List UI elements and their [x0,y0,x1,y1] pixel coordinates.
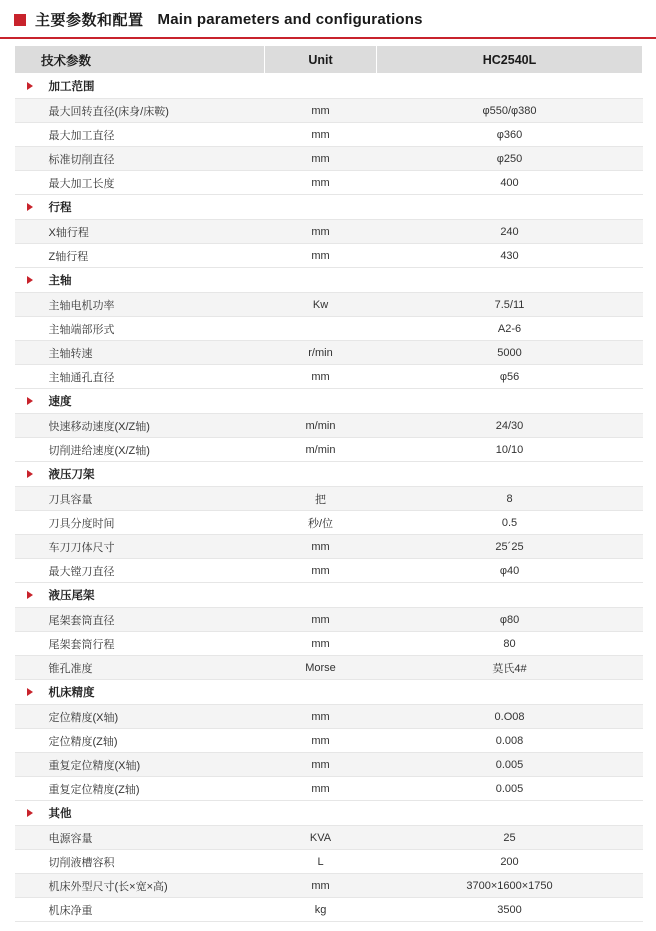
table-group-row [15,462,643,487]
row-value: A2-6 [377,317,643,341]
row-value: 200 [377,850,643,874]
row-value: 5000 [377,341,643,365]
group-arrow-icon [27,809,33,817]
table-group-row [15,680,643,705]
row-value: 3700×1600×1750 [377,874,643,898]
table-group-row [15,74,643,99]
row-unit: KVA [265,826,377,850]
row-value: 25 [377,826,643,850]
row-value: 莫氏4# [377,656,643,680]
group-value [377,462,643,487]
row-parameter: 最大回转直径(床身/床鞍) [15,99,265,123]
row-parameter: 车刀刀体尺寸 [15,535,265,559]
row-value: φ80 [377,608,643,632]
row-unit: m/min [265,438,377,462]
row-unit: kg [265,898,377,922]
table-row [15,874,643,898]
row-unit: mm [265,753,377,777]
group-value [377,74,643,99]
row-value: φ56 [377,365,643,389]
row-unit: 秒/位 [265,511,377,535]
table-row [15,511,643,535]
row-parameter: 标准切削直径 [15,147,265,171]
table-row [15,632,643,656]
table-row [15,99,643,123]
row-parameter: 切削进给速度(X/Z轴) [15,438,265,462]
group-value [377,389,643,414]
page-title-cn: 主要参数和配置 [35,12,144,29]
group-unit [265,268,377,293]
row-unit: mm [265,535,377,559]
row-unit: mm [265,705,377,729]
row-unit: mm [265,365,377,389]
group-arrow-icon [27,591,33,599]
table-row [15,753,643,777]
column-header-unit: Unit [265,46,377,74]
row-value: 0.008 [377,729,643,753]
table-row [15,123,643,147]
row-unit: 把 [265,487,377,511]
page-title [0,0,656,37]
row-parameter: 刀具分度时间 [15,511,265,535]
row-unit: mm [265,123,377,147]
group-label: 机床精度 [15,680,265,705]
column-header-parameter: 技术参数 [15,46,265,74]
table-row [15,559,643,583]
row-value: 25´25 [377,535,643,559]
page-title-en: Main parameters and configurations [157,11,423,28]
row-unit: mm [265,147,377,171]
group-value [377,195,643,220]
group-unit [265,462,377,487]
row-value: 0.005 [377,753,643,777]
group-value [377,583,643,608]
row-parameter: 重复定位精度(Z轴) [15,777,265,801]
table-row [15,147,643,171]
row-unit: mm [265,244,377,268]
row-value: φ550/φ380 [377,99,643,123]
row-value: 80 [377,632,643,656]
group-unit [265,389,377,414]
row-value: φ250 [377,147,643,171]
row-parameter: 电源容量 [15,826,265,850]
table-row [15,729,643,753]
group-arrow-icon [27,397,33,405]
table-row [15,293,643,317]
row-parameter: 主轴通孔直径 [15,365,265,389]
table-header-row [15,46,643,74]
table-row [15,898,643,922]
row-parameter: 最大加工长度 [15,171,265,195]
row-unit: mm [265,777,377,801]
row-value: 0.O08 [377,705,643,729]
row-unit: mm [265,608,377,632]
row-unit: L [265,850,377,874]
table-row [15,608,643,632]
row-unit [265,317,377,341]
row-parameter: 主轴端部形式 [15,317,265,341]
group-label: 其他 [15,801,265,826]
column-header-model: HC2540L [377,46,643,74]
group-unit [265,583,377,608]
table-group-row [15,268,643,293]
group-label: 速度 [15,389,265,414]
row-parameter: 主轴电机功率 [15,293,265,317]
row-value: 430 [377,244,643,268]
table-row [15,850,643,874]
table-row [15,656,643,680]
table-group-row [15,801,643,826]
table-group-row [15,583,643,608]
group-arrow-icon [27,470,33,478]
row-parameter: 锥孔准度 [15,656,265,680]
row-parameter: 主轴转速 [15,341,265,365]
table-row [15,414,643,438]
table-group-row [15,195,643,220]
group-label: 液压尾架 [15,583,265,608]
group-unit [265,195,377,220]
row-parameter: 机床外型尺寸(长×宽×高) [15,874,265,898]
specifications-table [14,45,643,922]
group-label: 主轴 [15,268,265,293]
row-unit: m/min [265,414,377,438]
row-value: 8 [377,487,643,511]
table-row [15,244,643,268]
group-value [377,268,643,293]
row-value: 24/30 [377,414,643,438]
table-row [15,487,643,511]
row-value: 400 [377,171,643,195]
row-value: 0.5 [377,511,643,535]
table-group-row [15,389,643,414]
row-unit: mm [265,874,377,898]
row-parameter: 定位精度(Z轴) [15,729,265,753]
row-parameter: 尾架套筒行程 [15,632,265,656]
row-value: 10/10 [377,438,643,462]
row-unit: Morse [265,656,377,680]
table-row [15,365,643,389]
table-row [15,826,643,850]
row-parameter: 切削液槽容积 [15,850,265,874]
group-unit [265,680,377,705]
row-unit: r/min [265,341,377,365]
table-row [15,438,643,462]
row-value: 7.5/11 [377,293,643,317]
group-arrow-icon [27,203,33,211]
table-row [15,341,643,365]
row-parameter: X轴行程 [15,220,265,244]
table-row [15,220,643,244]
group-arrow-icon [27,82,33,90]
row-parameter: 重复定位精度(X轴) [15,753,265,777]
title-marker-icon [14,14,26,26]
group-arrow-icon [27,276,33,284]
row-parameter: 定位精度(X轴) [15,705,265,729]
row-parameter: Z轴行程 [15,244,265,268]
group-value [377,680,643,705]
group-unit [265,801,377,826]
row-unit: mm [265,220,377,244]
table-row [15,705,643,729]
row-value: 0.005 [377,777,643,801]
row-unit: mm [265,559,377,583]
table-header [15,46,643,74]
group-label: 液压刀架 [15,462,265,487]
row-parameter: 机床净重 [15,898,265,922]
row-unit: mm [265,729,377,753]
table-body [15,74,643,922]
group-value [377,801,643,826]
group-arrow-icon [27,688,33,696]
group-label: 加工范围 [15,74,265,99]
group-unit [265,74,377,99]
row-value: 240 [377,220,643,244]
row-unit: Kw [265,293,377,317]
row-unit: mm [265,99,377,123]
row-value: φ360 [377,123,643,147]
row-parameter: 最大加工直径 [15,123,265,147]
row-unit: mm [265,171,377,195]
table-row [15,317,643,341]
row-parameter: 尾架套筒直径 [15,608,265,632]
table-row [15,535,643,559]
row-value: 3500 [377,898,643,922]
row-parameter: 快速移动速度(X/Z轴) [15,414,265,438]
title-divider [0,37,656,39]
group-label: 行程 [15,195,265,220]
row-value: φ40 [377,559,643,583]
table-row [15,171,643,195]
row-parameter: 最大镗刀直径 [15,559,265,583]
table-row [15,777,643,801]
row-parameter: 刀具容量 [15,487,265,511]
row-unit: mm [265,632,377,656]
